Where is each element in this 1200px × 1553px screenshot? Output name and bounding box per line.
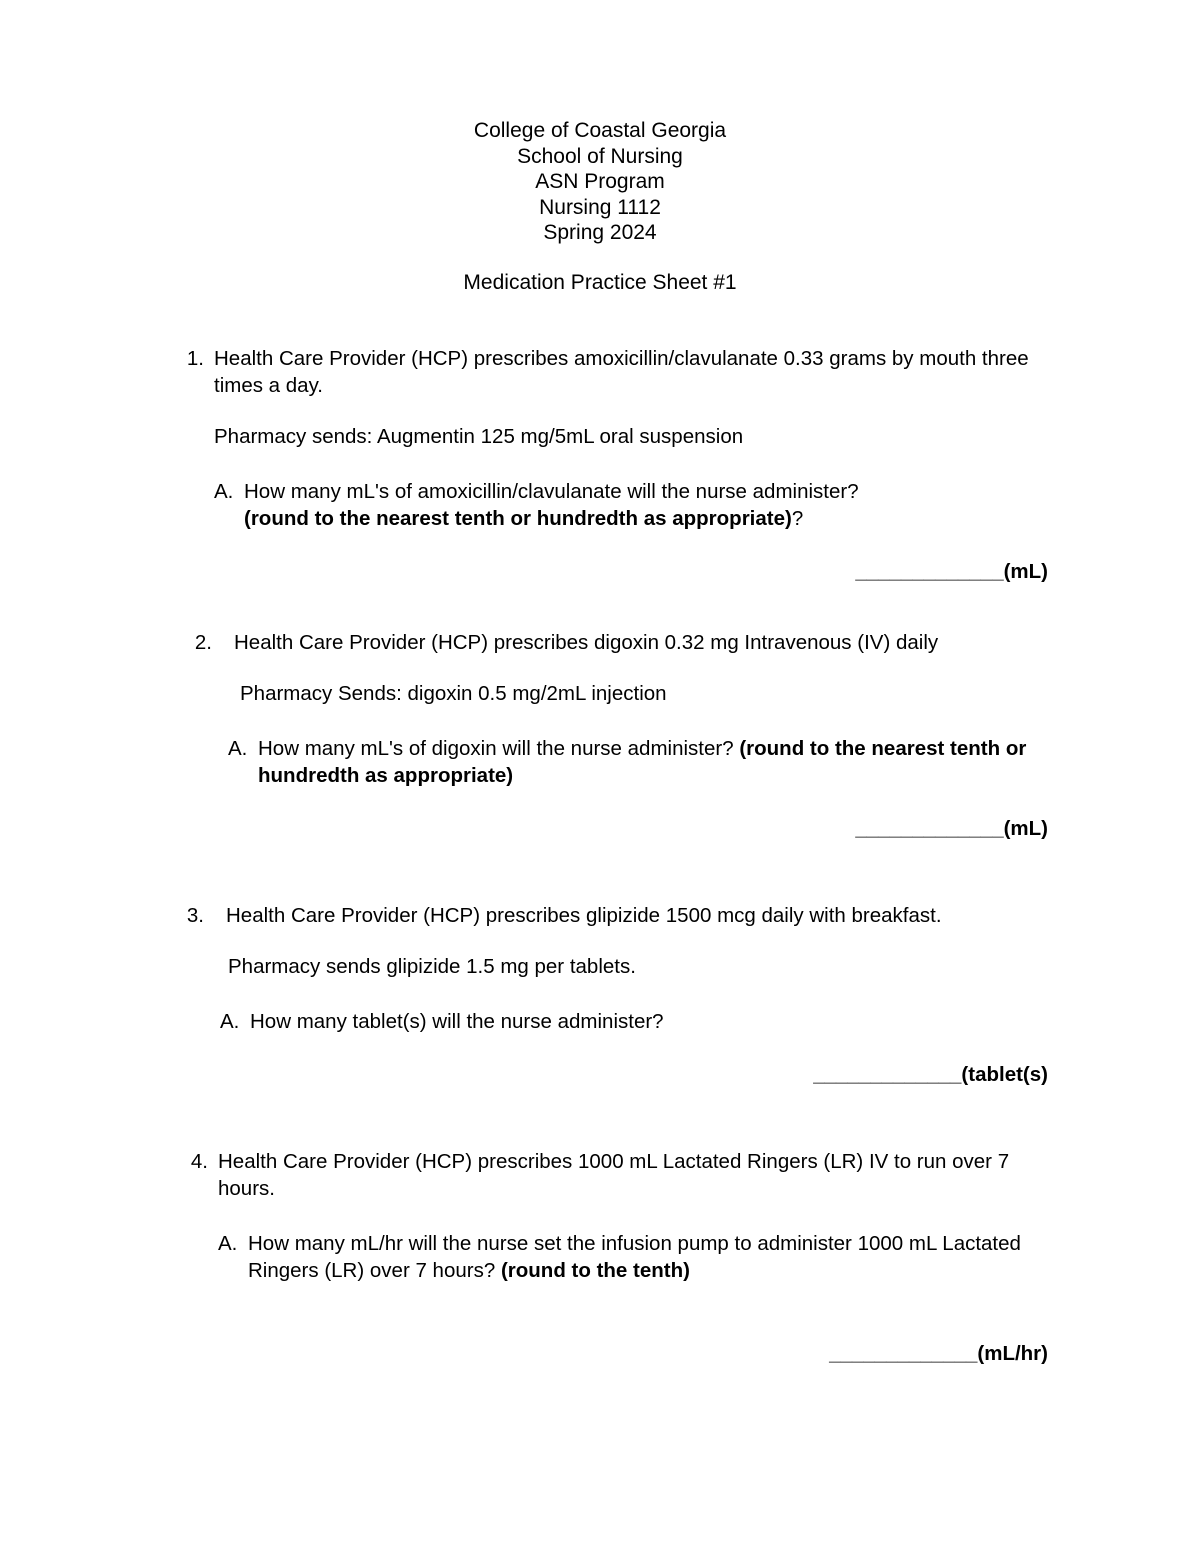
question-prompt-3: Health Care Provider (HCP) prescribes glipizide 1500 mcg daily with breakfast. bbox=[226, 903, 942, 927]
subquestion-text-3a: How many tablet(s) will the nurse administer? bbox=[250, 1009, 664, 1033]
question-number-2: 2. bbox=[194, 630, 212, 654]
spacer bbox=[140, 585, 1060, 629]
subquestion-text-2a bbox=[258, 735, 1060, 789]
subquestion-letter-1a: A. bbox=[214, 479, 234, 503]
subquestion-text-1a bbox=[244, 478, 1060, 532]
spacer bbox=[182, 1284, 1060, 1314]
pharmacy-line-3: Pharmacy sends glipizide 1.5 mg per tablets. bbox=[228, 954, 636, 978]
spacer bbox=[140, 1088, 1060, 1148]
subquestion-normal-4a: How many mL/hr will the nurse set the infusion pump to administer 1000 mL Lactated Ringers (LR) over 7 hours? bbox=[248, 1231, 1021, 1282]
subquestion-normal-2a: How many mL's of digoxin will the nurse administer? bbox=[258, 736, 734, 760]
subquestion-text-4a bbox=[248, 1230, 1060, 1284]
header-line-course: Nursing 1112 bbox=[539, 195, 661, 219]
subquestion-bold-1a: (round to the nearest tenth or hundredth as appropriate) bbox=[244, 506, 792, 530]
header-line-term: Spring 2024 bbox=[543, 221, 657, 244]
subquestion-normal-1a: How many mL's of amoxicillin/clavulanate will the nurse administer? bbox=[244, 479, 859, 503]
header-line-program: ASN Program bbox=[535, 170, 665, 193]
header-line-school: School of Nursing bbox=[517, 144, 683, 168]
answer-blank-4[interactable]: _____________(mL/hr) bbox=[829, 1341, 1048, 1365]
question-item-4 bbox=[140, 1148, 1060, 1367]
subquestion-bold-4a: (round to the tenth) bbox=[500, 1258, 690, 1282]
header-line-institution: College of Coastal Georgia bbox=[473, 119, 727, 142]
question-prompt-4: Health Care Provider (HCP) prescribes 1000 mL Lactated Ringers (LR) IV to run over 7 hours. bbox=[218, 1149, 1010, 1200]
questions-list bbox=[140, 345, 1060, 1367]
document-title: Medication Practice Sheet #1 bbox=[463, 270, 737, 294]
subquestion-tail-1a: ? bbox=[791, 506, 804, 530]
question-number-4: 4. bbox=[190, 1149, 208, 1173]
answer-blank-1[interactable]: _____________(mL) bbox=[855, 559, 1048, 583]
pharmacy-line-2: Pharmacy Sends: digoxin 0.5 mg/2mL injection bbox=[240, 681, 667, 705]
question-number-1: 1. bbox=[186, 346, 204, 370]
question-prompt-2: Health Care Provider (HCP) prescribes digoxin 0.32 mg Intravenous (IV) daily bbox=[234, 630, 939, 654]
subquestion-letter-3a: A. bbox=[220, 1009, 240, 1033]
subquestion-letter-2a: A. bbox=[228, 736, 248, 760]
question-item-1 bbox=[140, 345, 1060, 585]
answer-blank-3[interactable]: _____________(tablet(s) bbox=[813, 1062, 1048, 1086]
question-prompt-1: Health Care Provider (HCP) prescribes amoxicillin/clavulanate 0.33 grams by mouth three times a day. bbox=[214, 346, 1029, 397]
question-item-2 bbox=[140, 629, 1060, 842]
spacer bbox=[140, 842, 1060, 902]
pharmacy-line-1: Pharmacy sends: Augmentin 125 mg/5mL oral suspension bbox=[214, 424, 744, 448]
subquestion-letter-4a: A. bbox=[218, 1231, 238, 1255]
question-number-3: 3. bbox=[186, 903, 204, 927]
answer-blank-2[interactable]: _____________(mL) bbox=[855, 816, 1048, 840]
question-item-3 bbox=[140, 902, 1060, 1088]
document-header bbox=[140, 118, 1060, 246]
subquestion-bold-2a: (round to the nearest tenth or hundredth as appropriate) bbox=[258, 736, 1027, 787]
